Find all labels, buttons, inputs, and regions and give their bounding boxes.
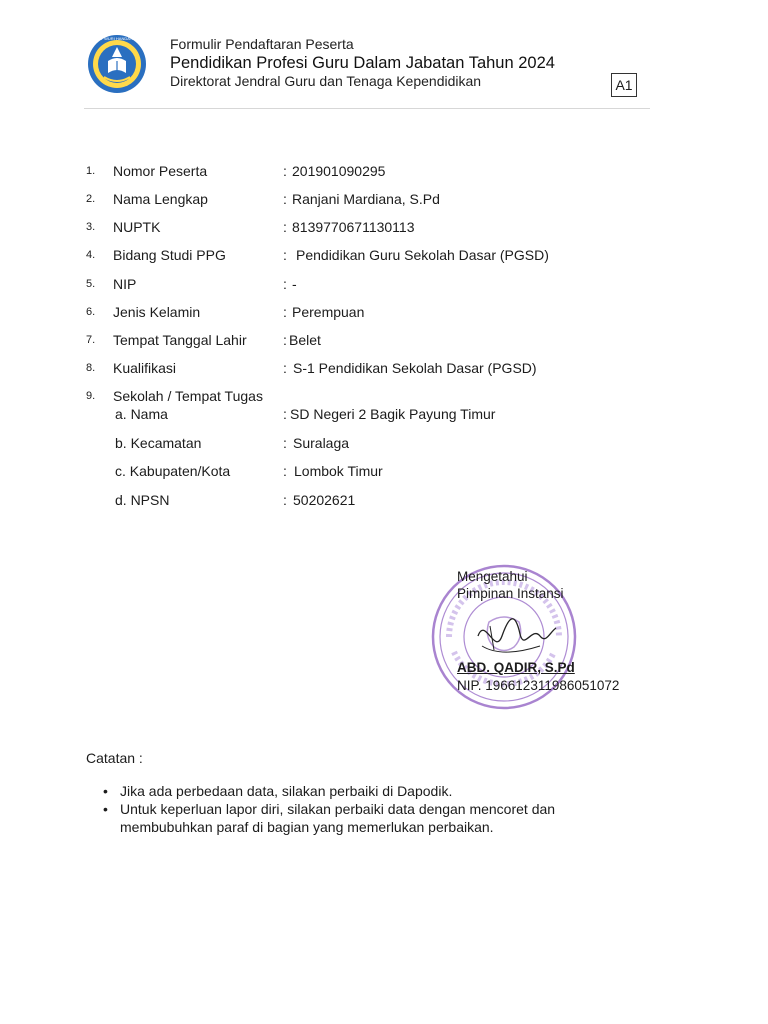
field-label: NIP [113,276,137,292]
field-separator: : [283,492,287,508]
field-label: b. Kecamatan [115,435,202,451]
logo-text: TUT WURI HANDAYANI [95,36,139,41]
field-number: 4. [86,249,96,261]
field-value: 50202621 [293,492,356,508]
note-item [103,800,583,836]
form-title: Pendidikan Profesi Guru Dalam Jabatan Tahun 2024 [170,54,555,72]
field-label: NUPTK [113,219,161,235]
field-value: Ranjani Mardiana, S.Pd [292,191,440,207]
notes-title: Catatan : [86,750,143,766]
form-subtitle: Formulir Pendaftaran Peserta [170,36,354,52]
signer-name: ABD. QADIR, S.Pd [457,660,575,675]
tut-wuri-handayani-logo [86,33,148,95]
bullet-icon: • [103,783,108,799]
field-label: Sekolah / Tempat Tugas [113,388,263,404]
field-value: Lombok Timur [294,463,383,479]
field-number: 3. [86,221,96,233]
field-value: Suralaga [293,435,350,451]
field-separator: : [283,247,287,263]
field-separator: : [283,463,287,479]
field-separator: : [283,163,287,179]
field-separator: : [283,406,287,422]
field-number: 1. [86,165,96,177]
field-separator: : [283,191,287,207]
note-text: Jika ada perbedaan data, silakan perbaiki di Dapodik. [120,783,453,799]
signer-nip: NIP. 196612311986051072 [457,678,620,693]
field-label: a. Nama [115,406,168,422]
bullet-icon: • [103,801,108,817]
field-separator: : [283,304,287,320]
field-separator: : [283,276,287,292]
field-number: 8. [86,362,96,374]
field-separator: : [283,219,287,235]
field-number: 2. [86,193,96,205]
field-number: 9. [86,390,96,402]
approval-role: Pimpinan Instansi [457,586,564,601]
field-label: Kualifikasi [113,360,177,376]
approval-label: Mengetahui [457,569,528,584]
field-separator: : [283,332,287,348]
header-divider [84,108,650,109]
field-number: 6. [86,306,96,318]
note-item [103,782,583,800]
field-value: S-1 Pendidikan Sekolah Dasar (PGSD) [293,360,537,376]
field-number: 7. [86,334,96,346]
field-value: 8139770671130113 [292,219,415,235]
field-label: Bidang Studi PPG [113,247,226,263]
form-header [170,36,555,90]
form-code-badge: A1 [611,73,637,97]
directorate-name: Direktorat Jendral Guru dan Tenaga Kependidikan [170,73,482,89]
field-value: SD Negeri 2 Bagik Payung Timur [290,406,496,422]
field-value: Pendidikan Guru Sekolah Dasar (PGSD) [296,247,549,263]
field-value: Belet [289,332,321,348]
field-label: d. NPSN [115,492,170,508]
field-label: Nama Lengkap [113,191,208,207]
field-label: Nomor Peserta [113,163,208,179]
field-separator: : [283,360,287,376]
field-label: c. Kabupaten/Kota [115,463,231,479]
field-value: 201901090295 [292,163,386,179]
field-number: 5. [86,278,96,290]
note-text: Untuk keperluan lapor diri, silakan perbaiki data dengan mencoret dan membubuhkan paraf di bagian yang memerlukan perbaikan. [120,801,556,835]
field-label: Tempat Tanggal Lahir [113,332,247,348]
field-separator: : [283,435,287,451]
field-value: Perempuan [292,304,365,320]
field-label: Jenis Kelamin [113,304,201,320]
field-value: - [292,276,297,292]
